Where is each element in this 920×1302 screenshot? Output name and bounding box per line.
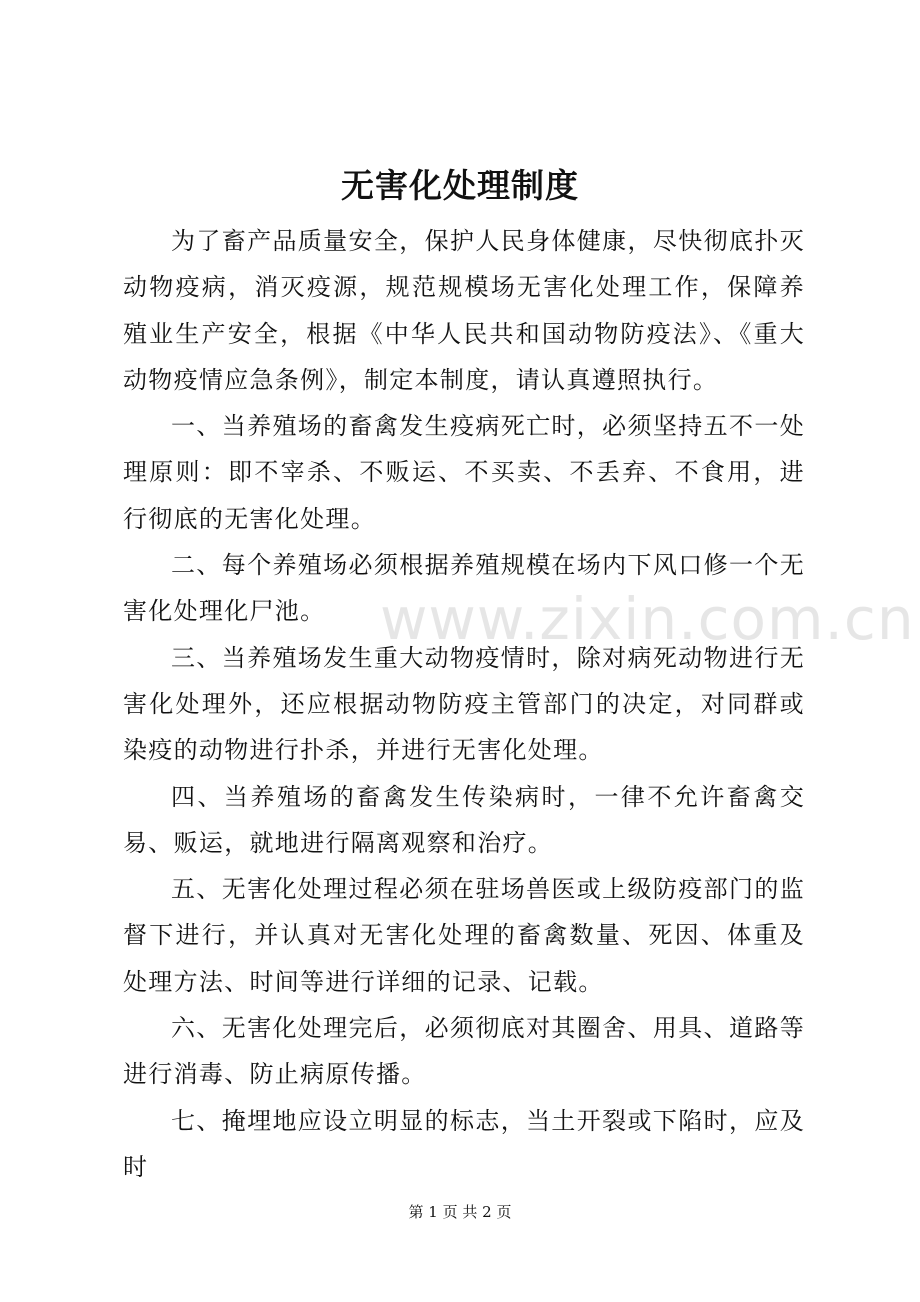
paragraph-intro: 为了畜产品质量安全，保护人民身体健康，尽快彻底扑灭动物疫病，消灭疫源，规范规模场无害化处理工作，保障养殖业生产安全，根据《中华人民共和国动物防疫法》、《重大动物疫情应急条例》，制定本制度，请认真遵照执行。 [123, 227, 805, 394]
paragraph-item-3: 三、当养殖场发生重大动物疫情时，除对病死动物进行无害化处理外，还应根据动物防疫主管部门的决定，对同群或染疫的动物进行扑杀，并进行无害化处理。 [123, 643, 805, 765]
paragraph-item-1: 一、当养殖场的畜禽发生疫病死亡时，必须坚持五不一处理原则：即不宰杀、不贩运、不买卖、不丢弃、不食用，进行彻底的无害化处理。 [123, 412, 805, 533]
paragraph-item-2: 二、每个养殖场必须根据养殖规模在场内下风口修一个无害化处理化尸池。 [123, 551, 805, 626]
paragraph-item-6: 六、无害化处理完后，必须彻底对其圈舍、用具、道路等进行消毒、防止病原传播。 [123, 1014, 805, 1089]
document-body [123, 218, 805, 1190]
watermark-text: www.zixin.com.cn [380, 585, 915, 653]
document-title: 无害化处理制度 [341, 166, 579, 205]
page-footer: 第 1 页 共 2 页 [408, 1203, 512, 1221]
paragraph-item-5: 五、无害化处理过程必须在驻场兽医或上级防疫部门的监督下进行，并认真对无害化处理的畜禽数量、死因、体重及处理方法、时间等进行详细的记录、记载。 [123, 875, 805, 996]
paragraph-item-4: 四、当养殖场的畜禽发生传染病时，一律不允许畜禽交易、贩运，就地进行隔离观察和治疗。 [123, 782, 805, 857]
paragraph-item-7: 七、掩埋地应设立明显的标志，当土开裂或下陷时，应及时 [123, 1106, 805, 1181]
